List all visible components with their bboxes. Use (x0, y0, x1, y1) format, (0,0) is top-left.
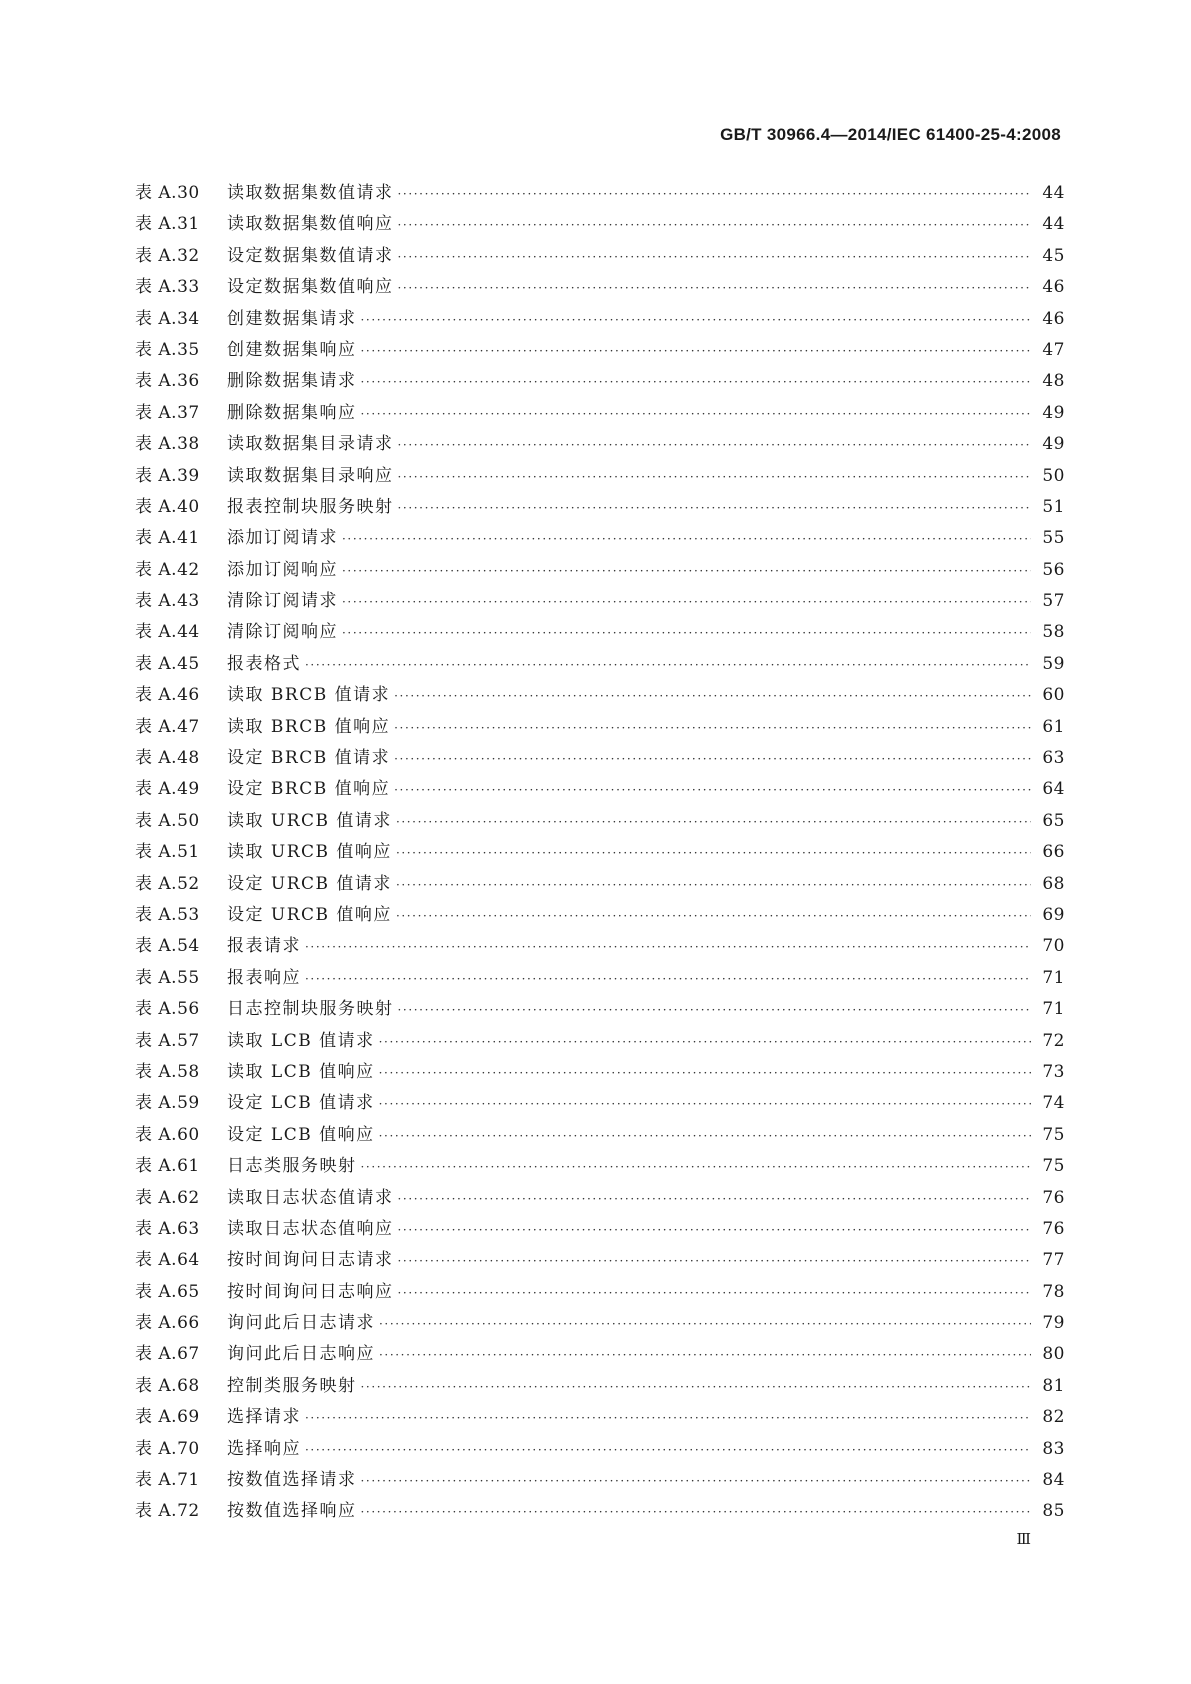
toc-leader-dots (361, 1152, 1032, 1183)
toc-entry-number: 表 A.49 (135, 779, 200, 800)
toc-entry-number: 表 A.62 (135, 1187, 200, 1208)
toc-entry[interactable] (135, 963, 1065, 994)
toc-entry-page: 72 (1042, 1030, 1065, 1051)
toc-entry-number: 表 A.64 (135, 1250, 200, 1271)
toc-entry[interactable] (135, 241, 1065, 272)
toc-entry-page: 71 (1042, 999, 1065, 1020)
toc-entry[interactable] (135, 712, 1065, 743)
toc-entry-title: 删除数据集请求 (227, 371, 357, 392)
toc-entry-page: 60 (1042, 685, 1065, 706)
toc-leader-dots (379, 1340, 1031, 1371)
toc-leader-dots (342, 587, 1031, 618)
toc-leader-dots (398, 179, 1032, 210)
toc-entry-page: 76 (1042, 1218, 1065, 1239)
toc-entry-number: 表 A.34 (135, 308, 200, 329)
toc-entry-title: 读取 BRCB 值请求 (227, 685, 391, 706)
document-header: GB/T 30966.4—2014/IEC 61400-25-4:2008 (720, 125, 1061, 144)
toc-leader-dots (394, 681, 1031, 712)
toc-entry-title: 设定数据集数值响应 (227, 277, 394, 298)
toc-leader-dots (394, 775, 1031, 806)
toc-entry-number: 表 A.69 (135, 1407, 200, 1428)
toc-leader-dots (305, 932, 1031, 963)
toc-entry-number: 表 A.59 (135, 1093, 200, 1114)
toc-entry-number: 表 A.43 (135, 591, 200, 612)
toc-entry-title: 读取 LCB 值请求 (227, 1030, 375, 1051)
toc-entry[interactable] (135, 272, 1065, 303)
toc-entry-number: 表 A.54 (135, 936, 200, 957)
toc-entry-page: 63 (1042, 748, 1065, 769)
toc-entry-number: 表 A.67 (135, 1344, 200, 1365)
toc-entry-page: 68 (1042, 873, 1065, 894)
toc-leader-dots (396, 901, 1031, 932)
toc-entry[interactable] (135, 994, 1065, 1025)
toc-entry[interactable] (135, 398, 1065, 429)
toc-entry[interactable] (135, 1434, 1065, 1465)
toc-entry-page: 74 (1042, 1093, 1065, 1114)
toc-entry[interactable] (135, 900, 1065, 931)
toc-entry-title: 创建数据集请求 (227, 308, 357, 329)
toc-entry-title: 日志类服务映射 (227, 1156, 357, 1177)
toc-leader-dots (361, 399, 1032, 430)
toc-entry-page: 77 (1042, 1250, 1065, 1271)
toc-leader-dots (398, 1246, 1032, 1277)
toc-entry-title: 设定 BRCB 值请求 (227, 748, 391, 769)
toc-entry-title: 选择响应 (227, 1438, 301, 1459)
toc-entry[interactable] (135, 1339, 1065, 1370)
toc-entry-title: 创建数据集响应 (227, 339, 357, 360)
toc-leader-dots (342, 618, 1031, 649)
toc-entry[interactable] (135, 429, 1065, 460)
toc-entry[interactable] (135, 1308, 1065, 1339)
toc-entry[interactable] (135, 492, 1065, 523)
toc-leader-dots (398, 1184, 1032, 1215)
toc-entry[interactable] (135, 1026, 1065, 1057)
toc-entry[interactable] (135, 837, 1065, 868)
toc-entry-number: 表 A.35 (135, 339, 200, 360)
toc-entry-page: 66 (1042, 842, 1065, 863)
toc-entry-page: 58 (1042, 622, 1065, 643)
toc-entry-title: 设定 LCB 值响应 (227, 1124, 375, 1145)
toc-entry-page: 49 (1042, 434, 1065, 455)
toc-entry-number: 表 A.50 (135, 810, 200, 831)
toc-entry[interactable] (135, 649, 1065, 680)
toc-entry-title: 读取日志状态值请求 (227, 1187, 394, 1208)
toc-entry-number: 表 A.70 (135, 1438, 200, 1459)
toc-entry-title: 询问此后日志响应 (227, 1344, 375, 1365)
toc-entry-title: 按时间询问日志请求 (227, 1250, 394, 1271)
toc-leader-dots (361, 1466, 1032, 1497)
toc-leader-dots (379, 1121, 1031, 1152)
toc-entry-page: 71 (1042, 967, 1065, 988)
toc-entry-page: 81 (1042, 1375, 1065, 1396)
toc-entry-page: 57 (1042, 591, 1065, 612)
toc-entry[interactable] (135, 209, 1065, 240)
toc-entry-title: 设定 BRCB 值响应 (227, 779, 391, 800)
toc-entry[interactable] (135, 1183, 1065, 1214)
toc-entry-number: 表 A.53 (135, 904, 200, 925)
toc-entry[interactable] (135, 1214, 1065, 1245)
toc-leader-dots (379, 1089, 1031, 1120)
toc-entry-page: 79 (1042, 1313, 1065, 1334)
toc-entry[interactable] (135, 178, 1065, 209)
toc-leader-dots (398, 1278, 1032, 1309)
toc-leader-dots (305, 650, 1031, 681)
toc-entry-title: 报表格式 (227, 653, 301, 674)
toc-leader-dots (361, 336, 1032, 367)
page-number: Ⅲ (1016, 1530, 1031, 1548)
toc-leader-dots (396, 807, 1031, 838)
toc-leader-dots (394, 713, 1031, 744)
toc-entry-title: 读取数据集目录请求 (227, 434, 394, 455)
toc-entry[interactable] (135, 366, 1065, 397)
toc-entry-number: 表 A.55 (135, 967, 200, 988)
toc-entry-number: 表 A.32 (135, 245, 200, 266)
toc-entry[interactable] (135, 1465, 1065, 1496)
toc-entry-number: 表 A.41 (135, 528, 200, 549)
toc-entry-title: 删除数据集响应 (227, 402, 357, 423)
toc-entry-title: 报表请求 (227, 936, 301, 957)
toc-entry-page: 75 (1042, 1156, 1065, 1177)
toc-entry-page: 70 (1042, 936, 1065, 957)
toc-entry-title: 报表控制块服务映射 (227, 496, 394, 517)
toc-entry-title: 设定 LCB 值请求 (227, 1093, 375, 1114)
toc-entry-number: 表 A.30 (135, 183, 200, 203)
toc-entry[interactable] (135, 1245, 1065, 1276)
toc-entry[interactable] (135, 680, 1065, 711)
toc-entry[interactable] (135, 1496, 1065, 1527)
toc-entry-title: 读取 BRCB 值响应 (227, 716, 391, 737)
toc-entry-title: 设定 URCB 值响应 (227, 904, 392, 925)
toc-entry-number: 表 A.45 (135, 653, 200, 674)
toc-leader-dots (361, 1497, 1032, 1528)
toc-entry-page: 55 (1042, 528, 1065, 549)
toc-entry-title: 读取数据集数值请求 (227, 183, 394, 203)
toc-entry-title: 读取日志状态值响应 (227, 1218, 394, 1239)
toc-entry-title: 添加订阅请求 (227, 528, 338, 549)
toc-leader-dots (305, 1403, 1031, 1434)
toc-entry[interactable] (135, 335, 1065, 366)
toc-leader-dots (379, 1027, 1031, 1058)
toc-entry-number: 表 A.31 (135, 214, 200, 235)
toc-entry[interactable] (135, 523, 1065, 554)
toc-entry-number: 表 A.46 (135, 685, 200, 706)
toc-leader-dots (361, 367, 1032, 398)
toc-entry-number: 表 A.40 (135, 496, 200, 517)
toc-entry-number: 表 A.38 (135, 434, 200, 455)
toc-entry-title: 读取 URCB 值请求 (227, 810, 392, 831)
toc-entry-title: 询问此后日志请求 (227, 1313, 375, 1334)
toc-leader-dots (398, 493, 1032, 524)
toc-entry-title: 设定数据集数值请求 (227, 245, 394, 266)
toc-entry-page: 46 (1042, 277, 1065, 298)
toc-leader-dots (342, 556, 1031, 587)
toc-entry-number: 表 A.57 (135, 1030, 200, 1051)
toc-entry[interactable] (135, 1402, 1065, 1433)
toc-entry-title: 读取 URCB 值响应 (227, 842, 392, 863)
toc-entry-page: 46 (1042, 308, 1065, 329)
toc-leader-dots (398, 995, 1032, 1026)
toc-entry-title: 控制类服务映射 (227, 1375, 357, 1396)
toc-entry[interactable] (135, 1057, 1065, 1088)
toc-entry-page: 47 (1042, 339, 1065, 360)
toc-entry-page: 69 (1042, 904, 1065, 925)
toc-entry-page: 56 (1042, 559, 1065, 580)
toc-entry-number: 表 A.72 (135, 1501, 200, 1522)
toc-entry-title: 设定 URCB 值请求 (227, 873, 392, 894)
toc-leader-dots (396, 838, 1031, 869)
toc-entry-page: 65 (1042, 810, 1065, 831)
toc-entry-number: 表 A.58 (135, 1061, 200, 1082)
toc-leader-dots (398, 462, 1032, 493)
toc-entry-number: 表 A.37 (135, 402, 200, 423)
toc-entry-title: 清除订阅请求 (227, 591, 338, 612)
toc-entry-page: 49 (1042, 402, 1065, 423)
toc-entry-title: 读取 LCB 值响应 (227, 1061, 375, 1082)
toc-entry[interactable] (135, 586, 1065, 617)
toc-entry-number: 表 A.63 (135, 1218, 200, 1239)
toc-entry[interactable] (135, 461, 1065, 492)
toc-entry[interactable] (135, 931, 1065, 962)
toc-entry[interactable] (135, 869, 1065, 900)
toc-entry[interactable] (135, 1151, 1065, 1182)
toc-entry[interactable] (135, 1120, 1065, 1151)
toc-entry-page: 44 (1042, 214, 1065, 235)
toc-entry[interactable] (135, 555, 1065, 586)
toc-entry-page: 84 (1042, 1470, 1065, 1491)
toc-entry-title: 按时间询问日志响应 (227, 1281, 394, 1302)
toc-entry[interactable] (135, 617, 1065, 648)
toc-entry-number: 表 A.42 (135, 559, 200, 580)
toc-entry-page: 85 (1042, 1501, 1065, 1522)
table-of-contents (135, 178, 1065, 1528)
toc-entry-number: 表 A.52 (135, 873, 200, 894)
toc-entry-number: 表 A.60 (135, 1124, 200, 1145)
toc-entry[interactable] (135, 304, 1065, 335)
toc-leader-dots (398, 210, 1032, 241)
toc-entry-title: 按数值选择请求 (227, 1470, 357, 1491)
toc-entry-page: 64 (1042, 779, 1065, 800)
toc-entry-title: 清除订阅响应 (227, 622, 338, 643)
toc-entry[interactable] (135, 774, 1065, 805)
toc-entry-number: 表 A.33 (135, 277, 200, 298)
toc-entry-title: 报表响应 (227, 967, 301, 988)
toc-leader-dots (305, 964, 1031, 995)
toc-entry-page: 83 (1042, 1438, 1065, 1459)
toc-entry-page: 51 (1042, 496, 1065, 517)
toc-entry-title: 添加订阅响应 (227, 559, 338, 580)
toc-entry-number: 表 A.71 (135, 1470, 200, 1491)
toc-entry-number: 表 A.51 (135, 842, 200, 863)
toc-leader-dots (398, 273, 1032, 304)
toc-entry-title: 日志控制块服务映射 (227, 999, 394, 1020)
toc-leader-dots (305, 1435, 1031, 1466)
toc-entry-number: 表 A.39 (135, 465, 200, 486)
toc-leader-dots (398, 242, 1032, 273)
toc-entry-number: 表 A.44 (135, 622, 200, 643)
toc-entry-page: 59 (1042, 653, 1065, 674)
toc-entry-number: 表 A.65 (135, 1281, 200, 1302)
toc-entry[interactable] (135, 743, 1065, 774)
toc-entry-number: 表 A.47 (135, 716, 200, 737)
toc-leader-dots (396, 870, 1031, 901)
toc-leader-dots (361, 1372, 1032, 1403)
toc-leader-dots (361, 305, 1032, 336)
toc-leader-dots (398, 1215, 1032, 1246)
toc-entry-page: 80 (1042, 1344, 1065, 1365)
toc-entry-title: 选择请求 (227, 1407, 301, 1428)
toc-entry-page: 75 (1042, 1124, 1065, 1145)
toc-entry-page: 73 (1042, 1061, 1065, 1082)
toc-entry[interactable] (135, 1371, 1065, 1402)
toc-entry-number: 表 A.66 (135, 1313, 200, 1334)
toc-leader-dots (379, 1309, 1031, 1340)
toc-entry-page: 76 (1042, 1187, 1065, 1208)
toc-entry-title: 读取数据集数值响应 (227, 214, 394, 235)
toc-entry-number: 表 A.61 (135, 1156, 200, 1177)
toc-entry-number: 表 A.48 (135, 748, 200, 769)
toc-leader-dots (398, 430, 1032, 461)
toc-entry[interactable] (135, 1277, 1065, 1308)
toc-entry[interactable] (135, 1088, 1065, 1119)
toc-entry-page: 44 (1042, 183, 1065, 203)
toc-entry-number: 表 A.68 (135, 1375, 200, 1396)
toc-entry-number: 表 A.56 (135, 999, 200, 1020)
toc-entry-page: 45 (1042, 245, 1065, 266)
toc-entry[interactable] (135, 806, 1065, 837)
toc-leader-dots (379, 1058, 1031, 1089)
toc-entry-page: 61 (1042, 716, 1065, 737)
toc-entry-number: 表 A.36 (135, 371, 200, 392)
toc-entry-title: 读取数据集目录响应 (227, 465, 394, 486)
toc-entry-title: 按数值选择响应 (227, 1501, 357, 1522)
toc-entry-page: 78 (1042, 1281, 1065, 1302)
toc-entry-page: 50 (1042, 465, 1065, 486)
toc-entry-page: 48 (1042, 371, 1065, 392)
toc-entry-page: 82 (1042, 1407, 1065, 1428)
toc-leader-dots (394, 744, 1031, 775)
toc-leader-dots (342, 524, 1031, 555)
